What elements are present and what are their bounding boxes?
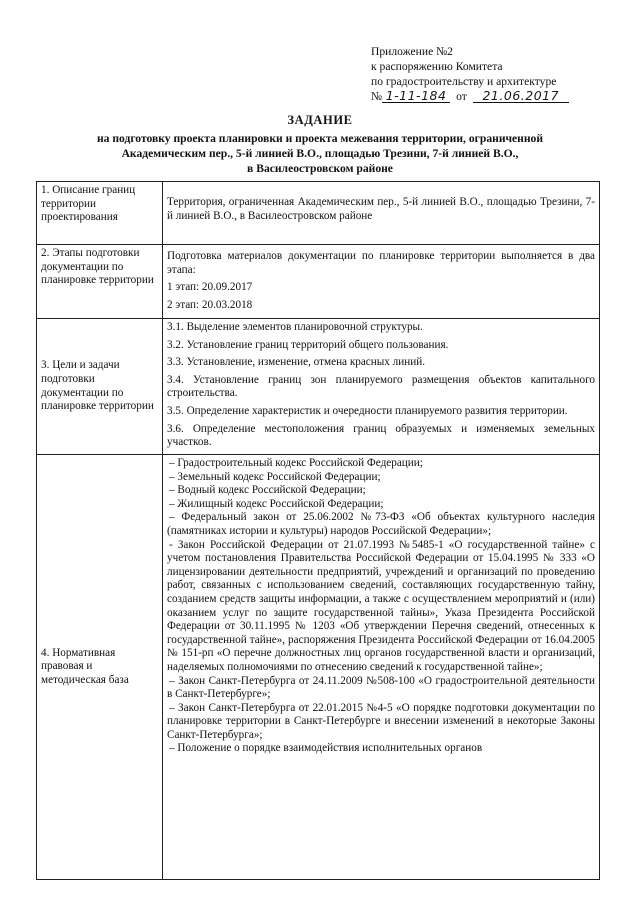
boundaries-text: Территория, ограниченная Академическим пер., 5-й линией В.О., площадью Трезини, 7-й линией В.О., в Василеостровском районе [167,196,595,222]
legal-item: – Земельный кодекс Российской Федерации; [169,470,381,483]
title-line-3: в Василеостровском районе [247,162,393,175]
stages-text: Подготовка материалов документации по планировке территории выполняется в два этапа: [167,250,595,276]
order-number-line [371,89,601,104]
goal-item: 3.2. Установление границ территорий общего пользования. [167,338,449,351]
table-row [37,245,600,319]
table-row [37,182,600,245]
legal-item: – Жилищный кодекс Российской Федерации; [169,497,384,510]
legal-item: – Градостроительный кодекс Российской Федерации; [169,457,423,469]
row-label-legal-base: 4. Нормативная правовая и методическая база [37,455,163,880]
goal-item: 3.5. Определение характеристик и очередности планируемого развития территории. [167,404,568,417]
row-label-stages: 2. Этапы подготовки документации по планировке территории [37,245,163,319]
row-label-goals: 3. Цели и задачи подготовки документации по планировке территории [37,319,163,455]
row-content-boundaries [163,182,600,245]
appendix-header [371,44,601,104]
goal-item: 3.1. Выделение элементов планировочной структуры. [167,321,423,333]
legal-item: – Закон Санкт-Петербурга от 22.01.2015 №4-5 «О порядке подготовки документации по планировке территории в Санкт-Петербурге и внесении изменений в некоторые Законы Санкт-Петербурга»; [167,701,595,741]
number-prefix: № [371,90,383,103]
document-title [40,113,600,176]
row-content-stages [163,245,600,319]
table-row [37,455,600,880]
handwritten-order-number: 1-11-184 [382,89,450,103]
legal-item: – Федеральный закон от 25.06.2002 №73-ФЗ «Об объектах культурного наследия (памятниках истории и культуры) народов Российской Федерации»; [167,511,595,537]
row-content-legal-base [163,455,600,880]
legal-item: – Водный кодекс Российской Федерации; [169,484,366,497]
stage-1: 1 этап: 20.09.2017 [167,281,253,294]
appendix-line-2: к распоряжению Комитета [371,60,503,73]
handwritten-order-date: 21.06.2017 [473,89,569,103]
appendix-line-3: по градостроительству и архитектуре [371,75,557,88]
legal-item: – Положение о порядке взаимодействия исполнительных органов [169,742,483,755]
stage-2: 2 этап: 20.03.2018 [167,298,253,311]
title-main: ЗАДАНИЕ [287,113,353,127]
task-table [36,181,600,880]
legal-item: - Закон Российской Федерации от 21.07.1993 №5485-1 «О государственной тайне» с учетом постановления Правительства Российской Федерации от 15.04.1995 № 333 «О лицензировании деятельности предприятий, учреждений и организаций по проведению работ, связанных с использованием сведений, составляющих государственную тайну, созданием средств защиты информации, а также с осуществлением мероприятий и (или) оказанием услуг по защите государственной тайны», Указа Президента Российской Федерации от 30.11.1995 № 1203 «Об утверждении Перечня сведений, отнесенных к государственной тайне», распоряжения Президента Российской Федерации от 16.04.2005 № 151-рп «О перечне должностных лиц органов государственной власти и организаций, наделяемых полномочиями по отнесению сведений к государственной тайне»; [167,538,595,673]
date-prefix: от [456,90,467,103]
table-row [37,319,600,455]
goal-item: 3.6. Определение местоположения границ образуемых и изменяемых земельных участков. [167,422,595,449]
goal-item: 3.4. Установление границ зон планируемого размещения объектов капитального строительства. [167,373,595,400]
appendix-line-1: Приложение №2 [371,45,453,58]
title-line-2: Академическим пер., 5-й линией В.О., площадью Трезини, 7-й линией В.О., [121,147,519,160]
row-content-goals [163,319,600,455]
legal-item: – Закон Санкт-Петербурга от 24.11.2009 №508-100 «О градостроительной деятельности в Санкт-Петербурге»; [167,674,595,701]
title-line-1: на подготовку проекта планировки и проекта межевания территории, ограниченной [96,132,544,145]
row-label-boundaries: 1. Описание границ территории проектирования [37,182,163,245]
goal-item: 3.3. Установление, изменение, отмена красных линий. [167,356,425,369]
